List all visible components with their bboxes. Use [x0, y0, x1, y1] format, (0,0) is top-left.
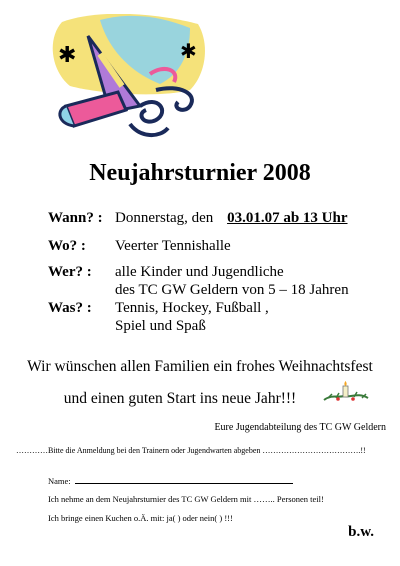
wann-label: Wann? : [48, 210, 103, 226]
wer-line-1: alle Kinder und Jugendliche [115, 264, 284, 280]
name-field[interactable] [75, 475, 293, 484]
wann-value [115, 210, 348, 227]
signature: Eure Jugendabteilung des TC GW Geldern [214, 422, 386, 433]
svg-text:✱: ✱ [58, 43, 77, 68]
cut-line: …………Bitte die Anmeldung bei den Trainern oder Jugendwarten abgeben ……………………………….!! [16, 446, 366, 455]
wer-line-2: des TC GW Geldern von 5 – 18 Jahren [115, 282, 349, 298]
wann-day: Donnerstag, den [115, 210, 214, 226]
wo-label: Wo? : [48, 238, 86, 254]
candle-clipart-icon [322, 380, 370, 404]
name-row [48, 475, 293, 486]
participation-line: Ich nehme an dem Neujahrsturnier des TC GW Geldern mit …….. Personen teil! [48, 494, 324, 504]
wish-line-2: und einen guten Start ins neue Jahr!!! [63, 390, 297, 407]
wo-value: Veerter Tennishalle [115, 238, 231, 254]
wer-label: Wer? : [48, 264, 92, 280]
bw-note: b.w. [348, 524, 374, 540]
wann-date: 03.01.07 ab 13 Uhr [227, 210, 348, 226]
party-hat-clipart-icon [40, 14, 210, 144]
cake-line: Ich bringe einen Kuchen o.Ä. mit: ja( ) oder nein( ) !!! [48, 513, 233, 523]
wish-line-1: Wir wünschen allen Familien ein frohes Weihnachtsfest [27, 358, 373, 375]
was-label: Was? : [48, 300, 92, 316]
name-label: Name: [48, 476, 71, 486]
svg-text:✱: ✱ [180, 39, 197, 63]
page-title: Neujahrsturnier 2008 [89, 160, 311, 186]
was-line-2: Spiel und Spaß [115, 318, 206, 334]
was-line-1: Tennis, Hockey, Fußball , [115, 300, 269, 316]
